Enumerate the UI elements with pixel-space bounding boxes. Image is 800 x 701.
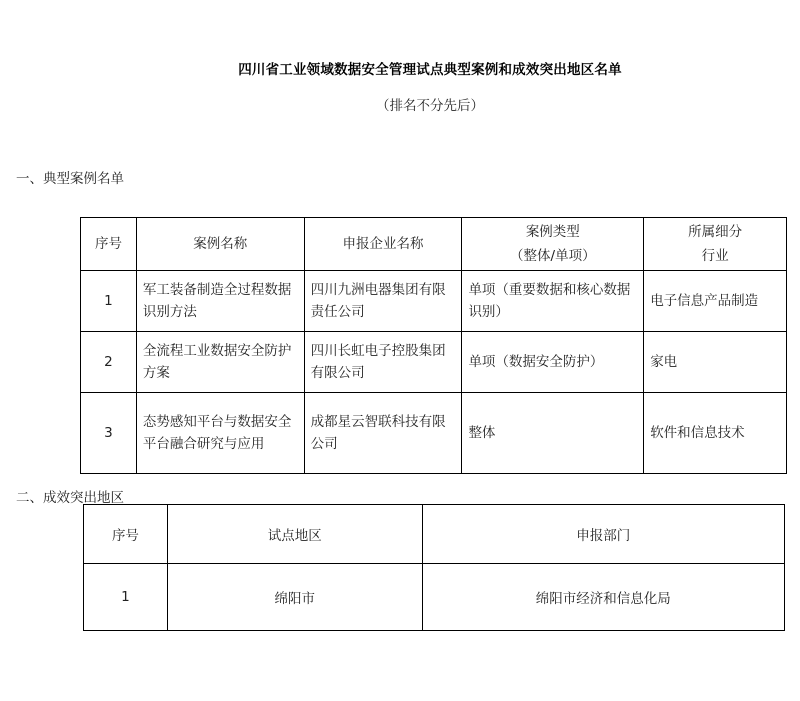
cell-company: 四川长虹电子控股集团有限公司 [304, 332, 462, 393]
header-industry [644, 218, 787, 271]
document-title: 四川省工业领域数据安全管理试点典型案例和成效突出地区名单 [238, 62, 622, 78]
cell-case-type: 整体 [462, 393, 644, 474]
cell-number: 1 [81, 271, 137, 332]
table-row [84, 564, 785, 631]
cell-case-name: 态势感知平台与数据安全平台融合研究与应用 [136, 393, 304, 474]
header-industry-line1: 所属细分 [688, 224, 743, 240]
table-row [81, 393, 787, 474]
cell-company: 四川九洲电器集团有限责任公司 [304, 271, 462, 332]
header-case-type [462, 218, 644, 271]
header-department: 申报部门 [422, 505, 784, 564]
header-region: 试点地区 [167, 505, 422, 564]
table-header-row [84, 505, 785, 564]
cell-industry: 家电 [644, 332, 787, 393]
cell-case-type: 单项（数据安全防护） [462, 332, 644, 393]
header-company: 申报企业名称 [304, 218, 462, 271]
cell-company: 成都星云智联科技有限公司 [304, 393, 462, 474]
header-case-type-line1: 案例类型 [525, 224, 580, 240]
header-number: 序号 [81, 218, 137, 271]
typical-cases-table [80, 217, 787, 474]
cell-industry: 软件和信息技术 [644, 393, 787, 474]
table-row [81, 271, 787, 332]
table-row [81, 332, 787, 393]
cell-industry: 电子信息产品制造 [644, 271, 787, 332]
cell-number: 2 [81, 332, 137, 393]
cell-case-name: 全流程工业数据安全防护方案 [136, 332, 304, 393]
section-heading-outstanding-regions: 二、成效突出地区 [16, 490, 124, 506]
cell-number: 3 [81, 393, 137, 474]
table-header-row [81, 218, 787, 271]
cell-department: 绵阳市经济和信息化局 [422, 564, 784, 631]
document-subtitle: （排名不分先后） [376, 98, 484, 114]
header-case-type-line2: （整体/单项） [510, 248, 596, 264]
cell-number: 1 [84, 564, 168, 631]
cell-region: 绵阳市 [167, 564, 422, 631]
section-heading-typical-cases: 一、典型案例名单 [16, 171, 124, 187]
header-number: 序号 [84, 505, 168, 564]
header-industry-line2: 行业 [701, 248, 729, 264]
cell-case-name: 军工装备制造全过程数据识别方法 [136, 271, 304, 332]
outstanding-regions-table [83, 504, 785, 631]
header-case-name: 案例名称 [136, 218, 304, 271]
cell-case-type: 单项（重要数据和核心数据识别） [462, 271, 644, 332]
